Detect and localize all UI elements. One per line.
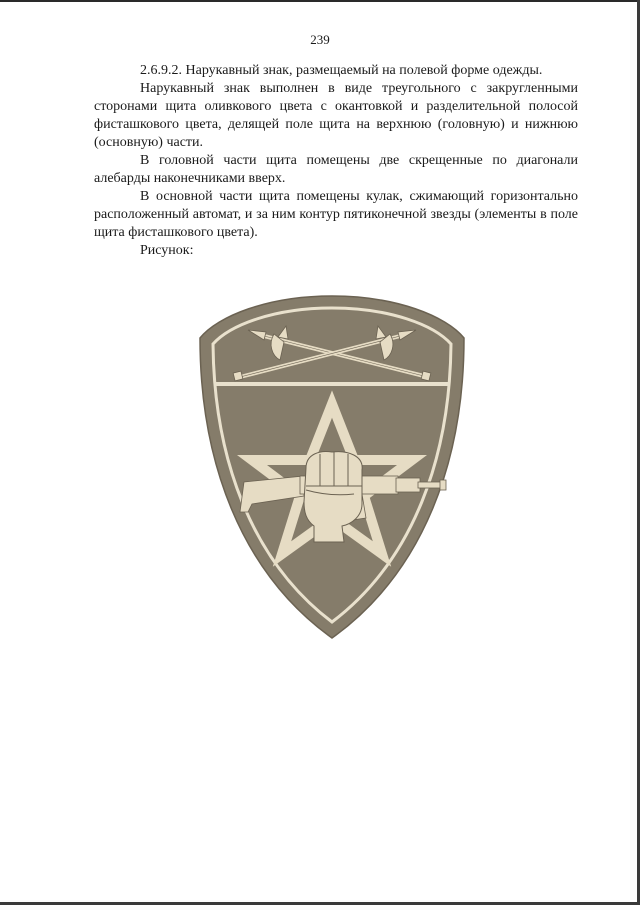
page-number: 239 [310, 32, 330, 47]
section-heading: 2.6.9.2. Нарукавный знак, размещаемый на полевой форме одежды. [140, 63, 543, 78]
sleeve-patch-shield-icon [196, 290, 468, 642]
paragraph-head-part: В головной части щита помещены две скрещенные по диагонали алебарды наконечниками вверх. [94, 153, 578, 186]
paragraph-description: Нарукавный знак выполнен в виде треугольного с закругленными сторонами щита оливкового цвета с окантовкой и разделительной полосой фисташкового цвета, делящей поле щита на верхнюю (головную) и нижнюю (основную) части. [94, 81, 578, 150]
scan-edge-top [0, 0, 640, 2]
paragraph-main-part: В основной части щита помещены кулак, сжимающий горизонтально расположенный автомат, и за ним контур пятиконечной звезды (элементы в поле щита фисташкового цвета). [94, 189, 578, 240]
figure-caption: Рисунок: [140, 243, 194, 258]
body-text [94, 62, 578, 260]
